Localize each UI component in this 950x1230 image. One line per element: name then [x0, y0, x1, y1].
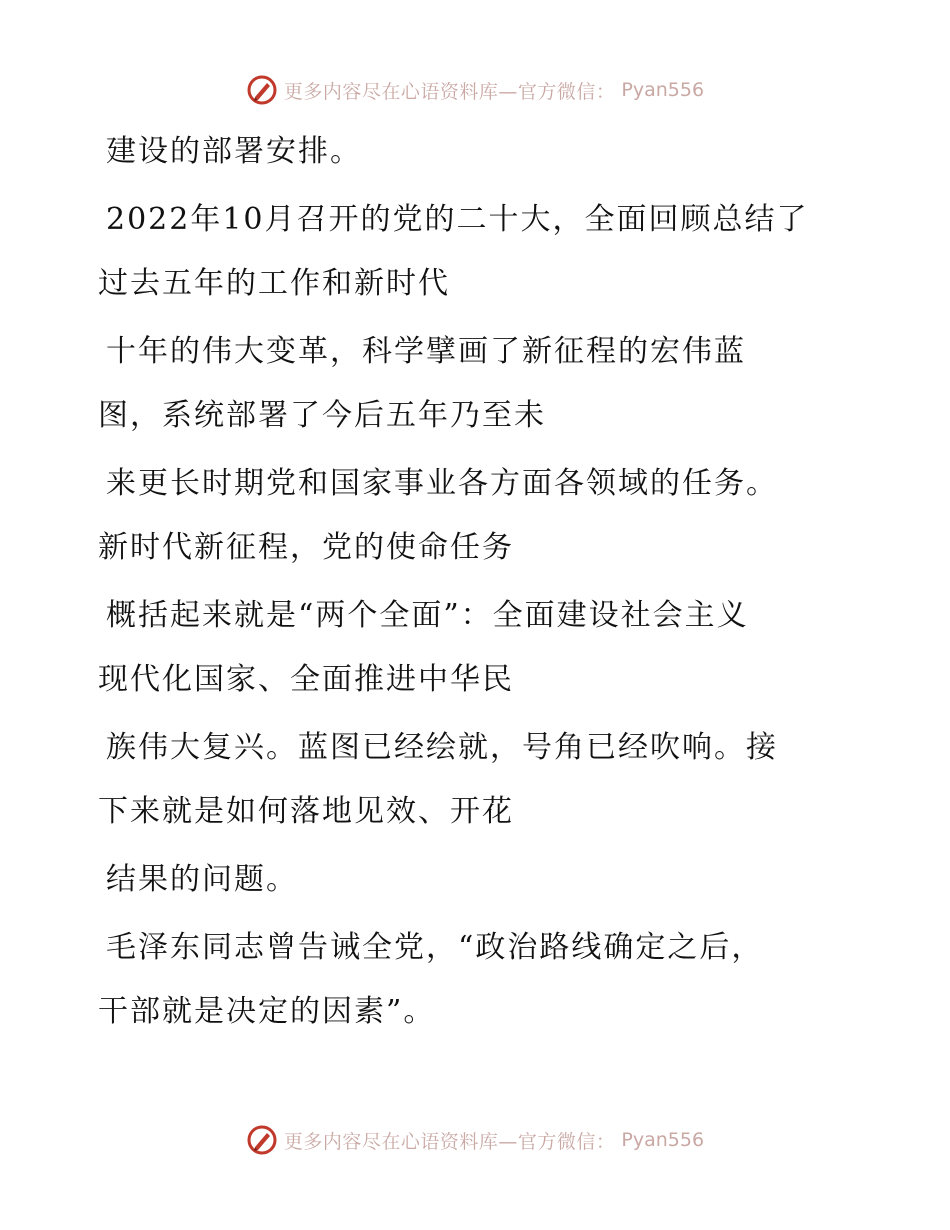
paragraph [98, 584, 858, 712]
footer-watermark [0, 1120, 950, 1160]
header-watermark [0, 70, 950, 110]
text-line: 现代化国家、全面推进中华民 [98, 662, 514, 697]
watermark-wechat-id: Pyan556 [621, 79, 705, 101]
text-line: 毛泽东同志曾告诫全党，“政治路线确定之后， [106, 930, 764, 965]
text-line: 结果的问题。 [106, 862, 298, 897]
pen-logo-icon [246, 74, 278, 106]
text-line: 来更长时期党和国家事业各方面各领域的任务。 [106, 466, 778, 501]
pen-logo-icon [246, 1124, 278, 1156]
paragraph [98, 320, 858, 448]
watermark-wechat-id: Pyan556 [621, 1129, 705, 1151]
watermark-text: 更多内容尽在心语资料库—官方微信： [283, 80, 616, 103]
paragraph [98, 716, 858, 844]
paragraph [98, 188, 858, 316]
text-line: 新时代新征程，党的使命任务 [98, 530, 514, 565]
text-line: 干部就是决定的因素”。 [98, 994, 436, 1029]
text-line: 2022年10月召开的党的二十大，全面回顾总结了 [106, 202, 809, 237]
text-line: 过去五年的工作和新时代 [98, 266, 450, 301]
document-body [98, 120, 858, 1048]
text-line: 十年的伟大变革，科学擘画了新征程的宏伟蓝 [106, 334, 746, 369]
text-line: 下来就是如何落地见效、开花 [98, 794, 514, 829]
paragraph [98, 120, 858, 184]
text-line: 图，系统部署了今后五年乃至未 [98, 398, 546, 433]
text-line: 概括起来就是“两个全面”：全面建设社会主义 [106, 598, 749, 633]
paragraph [98, 848, 858, 912]
watermark-text: 更多内容尽在心语资料库—官方微信： [283, 1130, 616, 1153]
text-line: 建设的部署安排。 [106, 134, 362, 169]
paragraph [98, 452, 858, 580]
paragraph [98, 916, 858, 1044]
text-line: 族伟大复兴。蓝图已经绘就，号角已经吹响。接 [106, 730, 778, 765]
